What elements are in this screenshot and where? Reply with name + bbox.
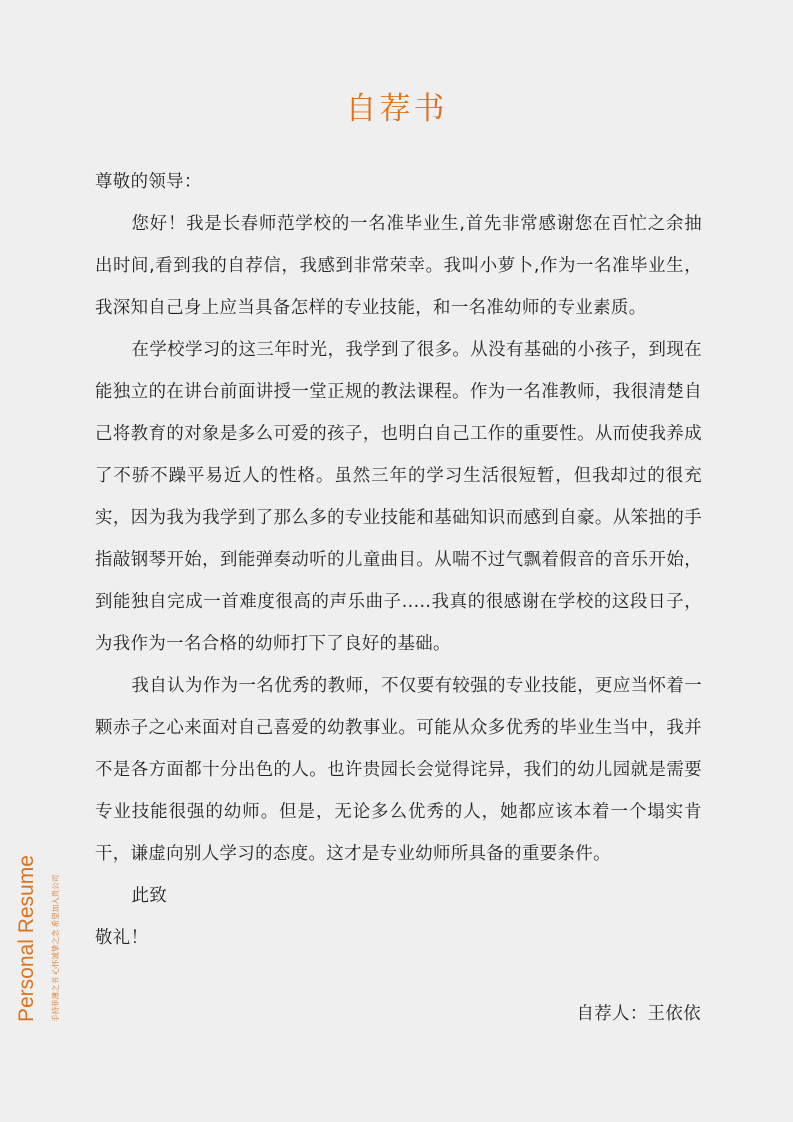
closing-phrase: 此致 (131, 886, 168, 906)
page-title: 自荐书 (345, 91, 448, 127)
closing-salute: 敬礼！ (95, 928, 149, 948)
salutation: 尊敬的领导： (95, 172, 202, 192)
side-subtitle: 手持菲薄之书 心怀诚挚之念 希望加入贵公司 (51, 874, 60, 1022)
paragraph-intro: 您好！我是长春师范学校的一名准毕业生,首先非常感谢您在百忙之余抽出时间,看到我的自荐信，我感到非常荣幸。我叫小萝卜,作为一名准毕业生，我深知自己身上应当具备怎样的专业技能，和一名准幼师的专业素质。 (95, 214, 702, 318)
paragraph-self-assessment: 我自认为作为一名优秀的教师，不仅要有较强的专业技能，更应当怀着一颗赤子之心来面对自己喜爱的幼教事业。可能从众多优秀的毕业生当中，我并不是各方面都十分出色的人。也许贵园长会觉得诧异，我们的幼儿园就是需要专业技能很强的幼师。但是，无论多么优秀的人，她都应该本着一个塌实肯干，谦虚向别人学习的态度。这才是专业幼师所具备的重要条件。 (95, 676, 702, 864)
paragraph-study: 在学校学习的这三年时光，我学到了很多。从没有基础的小孩子，到现在能独立的在讲台前面讲授一堂正规的教法课程。作为一名准教师，我很清楚自己将教育的对象是多么可爱的孩子，也明白自己工作的重要性。从而使我养成了不骄不躁平易近人的性格。虽然三年的学习生活很短暂，但我却过的很充实，因为我为我学到了那么多的专业技能和基础知识而感到自豪。从笨拙的手指敲钢琴开始，到能弹奏动听的儿童曲目。从喘不过气飘着假音的音乐开始，到能独自完成一首难度很高的声乐曲子.....我真的很感谢在学校的这段日子，为我作为一名合格的幼师打下了良好的基础。 (95, 340, 702, 654)
signature: 自荐人：王依依 (576, 1004, 701, 1024)
side-branding (14, 846, 66, 1024)
side-title: Personal Resume (15, 855, 38, 1022)
letter-body (95, 161, 702, 959)
